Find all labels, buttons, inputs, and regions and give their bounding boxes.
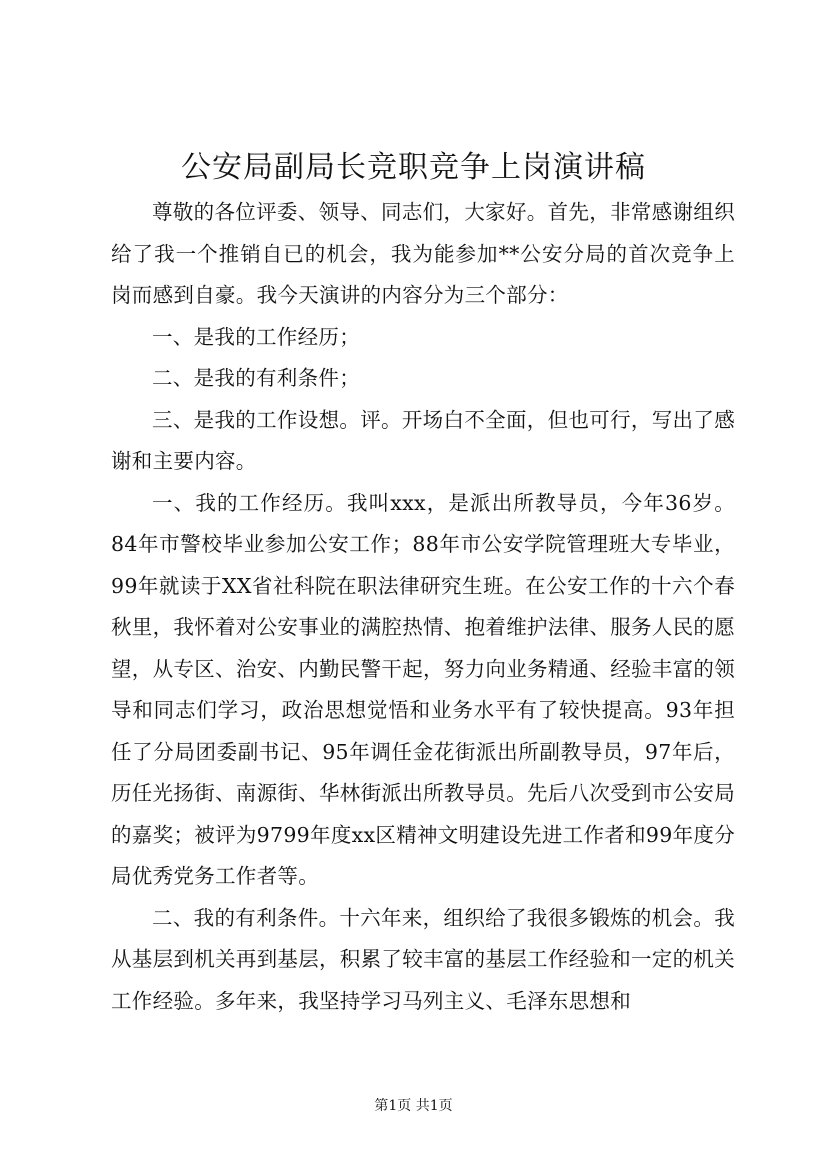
paragraph-outline-2: 二、是我的有利条件； bbox=[152, 366, 360, 390]
paragraph-greeting: 尊敬的各位评委、领导、同志们，大家好。首先，非常感谢组织给了我一个推销自已的机会，我为能参加**公安分局的首次竞争上岗而感到自豪。我今天演讲的内容分为三个部分： bbox=[111, 200, 735, 307]
document-title: 公安局副局长竞职竞争上岗演讲稿 bbox=[181, 150, 646, 185]
paragraph-work-experience: 一、我的工作经历。我叫xxx，是派出所教导员，今年36岁。84年市警校毕业参加公安工作；88年市公安学院管理班大专毕业，99年就读于XX省社科院在职法律研究生班。在公安工作的十六个春秋里，我怀着对公安事业的满腔热情、抱着维护法律、服务人民的愿望，从专区、治安、内勤民警干起，努力向业务精通、经验丰富的领导和同志们学习，政治思想觉悟和业务水平有了较快提高。93年担任了分局团委副书记、95年调任金花街派出所副教导员，97年后，历任光扬街、南源街、华林街派出所教导员。先后八次受到市公安局的嘉奖；被评为9799年度xx区精神文明建设先进工作者和99年度分局优秀党务工作者等。 bbox=[111, 490, 735, 888]
page-footer: 第1页 共1页 bbox=[374, 1098, 453, 1114]
document-body bbox=[111, 192, 735, 1022]
paragraph-advantages: 二、我的有利条件。十六年来，组织给了我很多锻炼的机会。我从基层到机关再到基层，积累了较丰富的基层工作经验和一定的机关工作经验。多年来，我坚持学习马列主义、毛泽东思想和 bbox=[111, 905, 735, 1013]
paragraph-outline-3: 三、是我的工作设想。评。开场白不全面，但也可行，写出了感谢和主要内容。 bbox=[111, 407, 735, 473]
paragraph-outline-1: 一、是我的工作经历； bbox=[152, 324, 360, 349]
